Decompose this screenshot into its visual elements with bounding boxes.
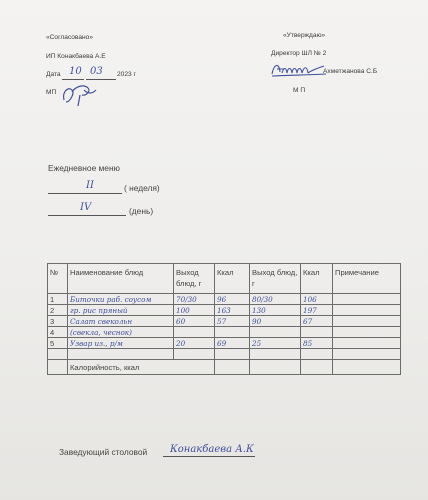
signature-left-icon: [58, 80, 98, 108]
cell-kcal-2: 197: [301, 305, 333, 316]
approve-title: «Утверждаю»: [283, 32, 326, 39]
table-row: [48, 294, 401, 305]
cell-kcal-2: 67: [301, 316, 333, 327]
cell-number: 2: [48, 305, 68, 316]
day-label: (день): [129, 206, 154, 216]
cell-number: 3: [48, 316, 68, 327]
cell-number: 5: [48, 338, 68, 349]
cell-portion-2: 90: [250, 316, 301, 327]
cell-kcal-1: 69: [215, 338, 250, 349]
cell-portion-2: 80/30: [250, 294, 301, 305]
cell-portion-2: [250, 327, 301, 338]
signature-right-icon: [270, 60, 328, 80]
cell-number: 1: [48, 294, 68, 305]
cell-kcal-2: [301, 349, 333, 360]
date-month: 03: [90, 66, 103, 77]
approve-position: Директор ШЛ № 2: [271, 50, 327, 57]
total-label: Калорийность, ккал: [68, 360, 215, 375]
total-kcal-2: [301, 360, 333, 375]
cell-portion-2: 130: [250, 305, 301, 316]
date-label: Дата: [46, 71, 61, 78]
director-name: Ахметжанова С.Б: [323, 68, 378, 75]
cell-dish-name: [68, 349, 174, 360]
cell-kcal-2: [301, 327, 333, 338]
cell-portion-1: 60: [174, 316, 215, 327]
cell-note: [333, 294, 401, 305]
cell-note: [333, 327, 401, 338]
cell-dish-name: Салат свекольн: [68, 316, 174, 327]
agreed-title: «Согласовано»: [46, 34, 93, 41]
day-line: [48, 215, 126, 216]
cell-portion-1: 70/30: [174, 294, 215, 305]
menu-title: Ежедневное меню: [48, 163, 120, 173]
header-portion-1: Выход блюд, г: [174, 264, 215, 294]
cell-kcal-1: 163: [215, 305, 250, 316]
header-kcal-2: Ккал: [301, 264, 333, 294]
week-label: ( неделя): [124, 183, 160, 193]
header-dish-name: Наименование блюд: [68, 264, 174, 294]
cell-portion-1: 100: [174, 305, 215, 316]
cell-portion-2: 25: [250, 338, 301, 349]
agreed-person: ИП Конакбаева А.Е: [46, 53, 106, 60]
table-header-row: [48, 264, 401, 294]
cell-note: [333, 349, 401, 360]
cell-dish-name: Биточки раб. соусом: [68, 294, 174, 305]
stamp-label-left: МП: [46, 89, 57, 96]
week-value: II: [86, 180, 94, 191]
cell-note: [333, 338, 401, 349]
cell-dish-name: гр. рис пряный: [68, 305, 174, 316]
footer-signature: Конакбаева А.К: [170, 444, 254, 455]
cell-portion-1: [174, 327, 215, 338]
stamp-label-right: М П: [293, 87, 306, 94]
total-note: [333, 360, 401, 375]
cell-kcal-1: [215, 327, 250, 338]
header-note: Примечание: [333, 264, 401, 294]
header-number: №: [48, 264, 68, 294]
date-year: 2023 г: [117, 71, 136, 78]
cell-number: [48, 349, 68, 360]
menu-table: [47, 263, 401, 375]
header-portion-2: Выход блюд, г: [250, 264, 301, 294]
header-kcal-1: Ккал: [215, 264, 250, 294]
cell-portion-2: [250, 349, 301, 360]
cell-kcal-2: 106: [301, 294, 333, 305]
total-portion-2: [250, 360, 301, 375]
cell-kcal-1: 57: [215, 316, 250, 327]
table-row: [48, 305, 401, 316]
day-value: IV: [80, 202, 92, 213]
cell-kcal-1: [215, 349, 250, 360]
cell-number: 4: [48, 327, 68, 338]
cell-kcal-2: 85: [301, 338, 333, 349]
total-kcal-1: [215, 360, 250, 375]
total-number-cell: [48, 360, 68, 375]
footer-signature-line: [163, 456, 255, 457]
cell-portion-1: [174, 349, 215, 360]
cell-dish-name: Узвар из., р/м: [68, 338, 174, 349]
cell-note: [333, 305, 401, 316]
table-row: [48, 349, 401, 360]
cell-portion-1: 20: [174, 338, 215, 349]
table-row: [48, 338, 401, 349]
date-day: 10: [69, 66, 82, 77]
table-row: [48, 316, 401, 327]
total-row: [48, 360, 401, 375]
week-line: [48, 193, 122, 194]
cell-dish-name: (свекла, чеснок): [68, 327, 174, 338]
cell-note: [333, 316, 401, 327]
cell-kcal-1: 96: [215, 294, 250, 305]
footer-label: Заведующий столовой: [59, 447, 148, 457]
table-row: [48, 327, 401, 338]
